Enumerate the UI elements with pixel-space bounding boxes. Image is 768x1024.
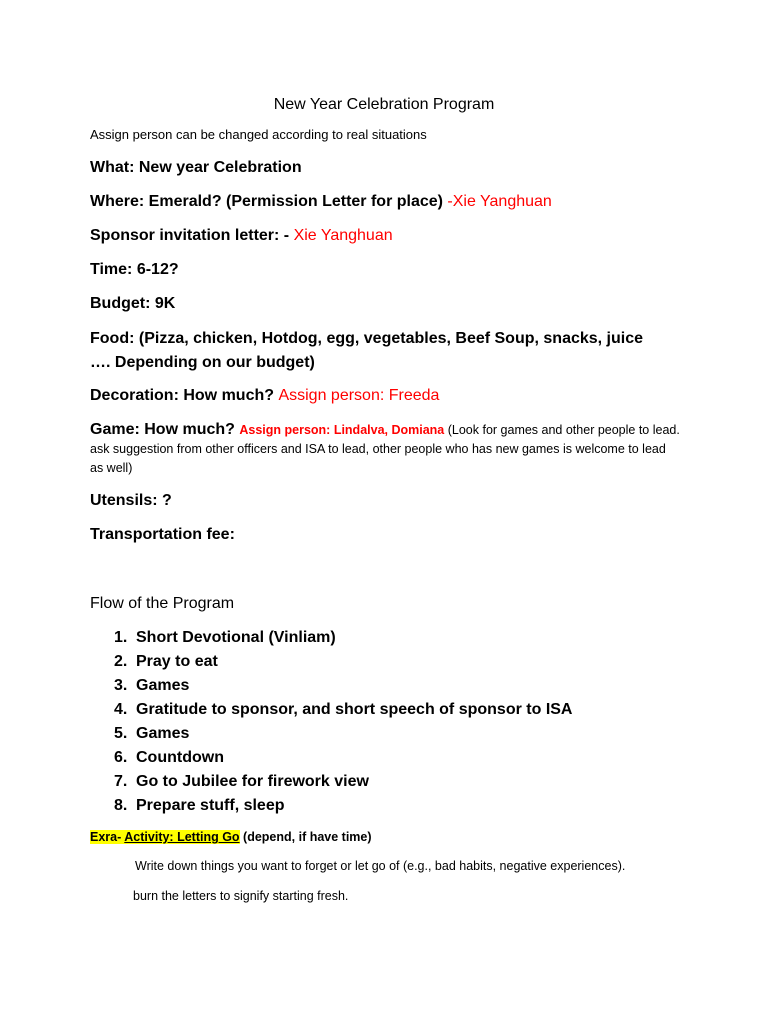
flow-item [90,699,572,723]
decoration-label: Decoration: How much? [90,387,279,404]
flow-item-number: 8. [114,797,128,814]
flow-item-number: 2. [114,653,128,670]
flow-item-text: Games [136,725,190,742]
where-line [90,191,552,213]
extra-condition: (depend, if have time) [239,830,372,844]
flow-item-number: 1. [114,629,128,646]
flow-item-number: 5. [114,725,128,742]
what-line: What: New year Celebration [90,159,302,176]
extra-activity-title: Activity: Letting Go [124,830,240,844]
budget-line: Budget: 9K [90,295,176,312]
flow-item [90,723,572,747]
extra-note-2: burn the letters to signify starting fresh. [133,889,349,903]
extra-note-1: Write down things you want to forget or let go of (e.g., bad habits, negative experiences). [135,859,626,873]
decoration-assignee: Assign person: Freeda [278,387,440,404]
utensils-line: Utensils: ? [90,492,172,509]
document-subtitle: Assign person can be changed according to real situations [90,127,427,142]
sponsor-assignee: Xie Yanghuan [293,227,393,244]
decoration-line [90,385,439,407]
extra-activity-line [90,828,372,846]
game-assignee: Assign person: Lindalva, Domiana [239,423,445,437]
flow-item [90,675,572,699]
flow-item [90,747,572,771]
extra-prefix: Exra- [90,830,125,844]
flow-item [90,795,572,819]
flow-item-number: 6. [114,749,128,766]
flow-list [90,627,572,819]
food-line: Food: (Pizza, chicken, Hotdog, egg, vegetables, Beef Soup, snacks, juice …. Depending on our budget) [90,330,644,371]
flow-item-text: Go to Jubilee for firework view [136,773,369,790]
where-label: Where: Emerald? (Permission Letter for place) [90,193,448,210]
game-block [90,420,680,478]
flow-item-text: Prepare stuff, sleep [136,797,285,814]
flow-item-text: Short Devotional (Vinliam) [136,629,336,646]
flow-item-text: Gratitude to sponsor, and short speech of sponsor to ISA [136,701,573,718]
flow-heading: Flow of the Program [90,595,235,612]
sponsor-label: Sponsor invitation letter: - [90,227,294,244]
time-line: Time: 6-12? [90,261,179,278]
flow-item-text: Games [136,677,190,694]
document-title: New Year Celebration Program [273,96,495,113]
flow-item-text: Countdown [136,749,224,766]
flow-item-number: 4. [114,701,128,718]
game-note: (Look for games and other people to lead. ask suggestion from other officers and ISA to lead, other people who has new games is welcome to lead as well) [90,423,680,475]
flow-item [90,651,572,675]
flow-item [90,771,572,795]
flow-item-number: 7. [114,773,128,790]
flow-item [90,627,572,651]
sponsor-line [90,225,393,247]
transportation-line: Transportation fee: [90,526,235,543]
flow-item-number: 3. [114,677,128,694]
game-label: Game: How much? [90,421,240,438]
flow-item-text: Pray to eat [136,653,218,670]
where-assignee: -Xie Yanghuan [447,193,552,210]
